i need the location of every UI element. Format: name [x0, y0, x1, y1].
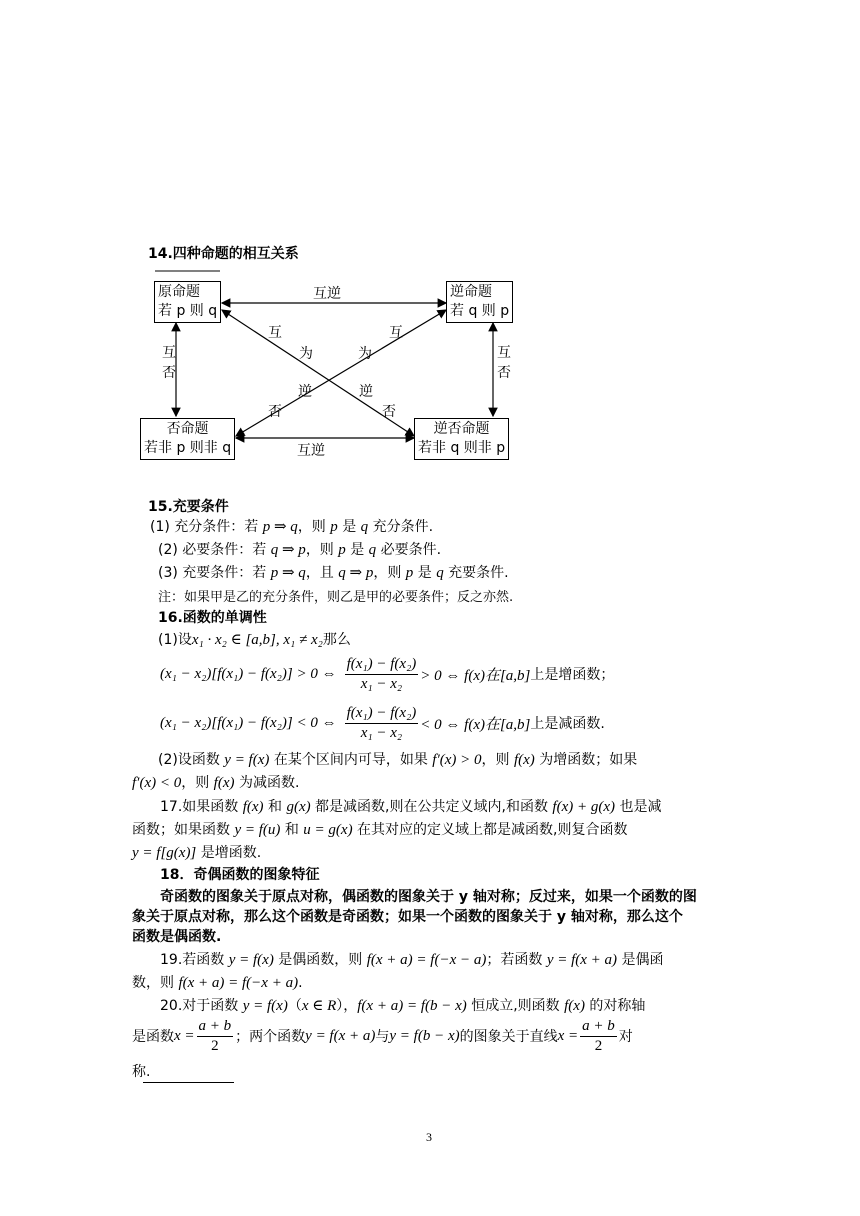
box-contrapositive-form: 若非 q 则非 p — [418, 440, 506, 456]
s15-note: 注：如果甲是乙的充分条件，则乙是甲的必要条件；反之亦然. — [158, 590, 514, 605]
s18-line1: 奇函数的图象关于原点对称，偶函数的图象关于 y 轴对称；反过来，如果一个函数的图 — [160, 889, 697, 905]
box-inverse — [140, 418, 235, 460]
label-diag-a-2: 为 — [299, 346, 313, 362]
s16-p2-line1: (2)设函数 y = f(x) 在某个区间内可导，如果 f′(x) > 0，则 f(x) 为增函数；如果 — [158, 752, 638, 768]
label-diag-a-3: 逆 — [359, 384, 373, 400]
s15-item-1: (1) 充分条件：若 p ⇒ q，则 p 是 q 充分条件. — [150, 519, 434, 535]
label-left-2: 否 — [162, 365, 176, 381]
box-inverse-title: 否命题 — [166, 421, 209, 437]
box-converse-title: 逆命题 — [450, 284, 492, 300]
label-diag-a-4: 否 — [382, 404, 396, 420]
label-diag-a-1: 互 — [268, 325, 282, 341]
s15-item-2: (2) 必要条件：若 q ⇒ p，则 p 是 q 必要条件. — [158, 542, 442, 558]
section-15-heading: 15.充要条件 — [148, 499, 229, 515]
s20-line3: 称. — [132, 1064, 151, 1080]
s18-line3: 函数是偶函数. — [132, 929, 222, 945]
s18-line2: 象关于原点对称，那么这个函数是奇函数；如果一个函数的图象关于 y 轴对称，那么这个 — [132, 909, 683, 925]
box-contrapositive — [414, 418, 509, 460]
box-original — [154, 281, 221, 323]
label-right-1: 互 — [497, 345, 511, 361]
label-diag-b-4: 否 — [268, 404, 282, 420]
section-14-heading: 14.四种命题的相互关系 — [148, 246, 299, 262]
footnote-rule — [143, 1082, 234, 1083]
s17-line2: 函数；如果函数 y = f(u) 和 u = g(x) 在其对应的定义域上都是减函数,则复合函数 — [132, 822, 628, 838]
s16-p2-line2: f′(x) < 0，则 f(x) 为减函数. — [132, 775, 300, 791]
s16-p1: (1)设x₁ · x₂ ∈ [a,b], x₁ ≠ x₂那么 — [158, 632, 351, 648]
label-diag-b-1: 互 — [389, 325, 403, 341]
s16-formula-2: (x₁ − x₂)[f(x₁) − f(x₂)] < 0 ⇔ $\frac{\text{f(x₁) − f(x₂)}}{\text{x₁ − x₂}}$ < 0 ⇔ f(x)在[a,b] 上是减函数. — [160, 704, 605, 741]
label-left-1: 互 — [162, 345, 176, 361]
s17-line1: 17.如果函数 f(x) 和 g(x) 都是减函数,则在公共定义域内,和函数 f(x) + g(x) 也是减 — [160, 799, 662, 815]
s16-formula-1: (x₁ − x₂)[f(x₁) − f(x₂)] > 0 ⇔ $\frac{\text{f(x₁) − f(x₂)}}{\text{x₁ − x₂}}$ > 0 ⇔ f(x)在[a,b] 上是增函数； — [160, 655, 615, 692]
s19-line1: 19.若函数 y = f(x) 是偶函数，则 f(x + a) = f(−x − a)；若函数 y = f(x + a) 是偶函 — [160, 952, 664, 968]
s19-line2: 数，则 f(x + a) = f(−x + a). — [132, 975, 303, 991]
label-bottom: 互逆 — [297, 443, 325, 459]
box-contrapositive-title: 逆否命题 — [433, 421, 490, 437]
label-right-2: 否 — [497, 365, 511, 381]
box-converse-form: 若 q 则 p — [450, 303, 510, 319]
label-diag-b-2: 为 — [358, 346, 372, 362]
label-diag-b-3: 逆 — [298, 384, 312, 400]
s15-item-3: (3) 充要条件：若 p ⇒ q，且 q ⇒ p，则 p 是 q 充要条件. — [158, 565, 509, 581]
section-16-heading: 16.函数的单调性 — [158, 610, 267, 626]
page-number: 3 — [426, 1130, 432, 1144]
diagram-arrows — [0, 0, 860, 480]
box-original-form: 若 p 则 q — [158, 303, 218, 319]
box-original-title: 原命题 — [158, 284, 200, 300]
s17-line3: y = f[g(x)] 是增函数. — [132, 845, 262, 861]
s20-line1: 20.对于函数 y = f(x)（x ∈ R），f(x + a) = f(b − x) 恒成立,则函数 f(x) 的对称轴 — [160, 998, 646, 1014]
box-inverse-form: 若非 p 则非 q — [144, 440, 232, 456]
section-18-heading: 18．奇偶函数的图象特征 — [160, 867, 320, 883]
box-converse — [446, 281, 513, 323]
label-top: 互逆 — [313, 286, 341, 302]
s20-line2: 是函数 x = $\frac{a + b}{2}$ ；两个函数 y = f(x + a) 与 y = f(b − x) 的图象关于直线 x = $\frac{a + b}{2}$ 对 — [132, 1017, 633, 1054]
